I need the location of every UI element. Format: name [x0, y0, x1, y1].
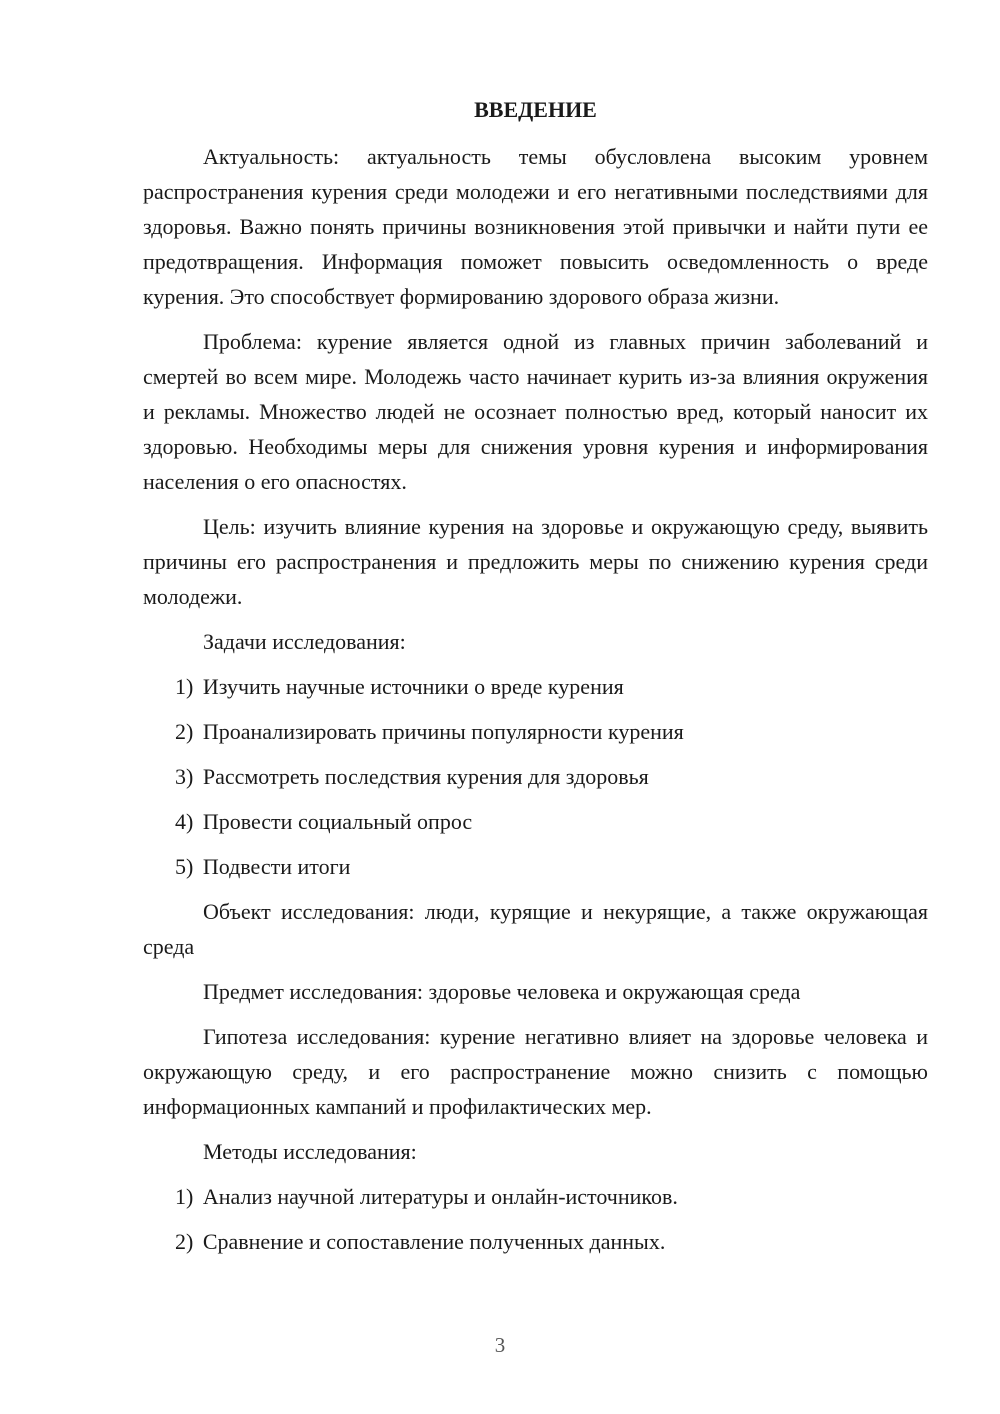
- task-number: 5): [175, 854, 194, 879]
- task-text: Изучить научные источники о вреде курения: [202, 674, 624, 699]
- method-number: 2): [175, 1229, 194, 1254]
- task-number: 2): [175, 719, 194, 744]
- task-text: Проанализировать причины популярности курения: [202, 719, 684, 744]
- task-number: 3): [175, 764, 194, 789]
- methods-heading: Методы исследования:: [203, 1139, 417, 1164]
- goal-paragraph: Цель: изучить влияние курения на здоровье и окружающую среду, выявить причины его распространения и предложить меры по снижению курения среди молодежи.: [143, 514, 928, 609]
- problem-paragraph: Проблема: курение является одной из главных причин заболеваний и смертей во всем мире. Молодежь часто начинает курить из-за влияния окружения и рекламы. Множество людей не осознает полностью вред, который наносит их здоровью. Необходимы меры для снижения уровня курения и информирования населения о его опасностях.: [143, 329, 928, 494]
- task-text: Рассмотреть последствия курения для здоровья: [202, 764, 649, 789]
- method-text: Сравнение и сопоставление полученных данных.: [202, 1229, 666, 1254]
- task-item-3: [143, 759, 928, 794]
- relevance-paragraph: Актуальность: актуальность темы обусловлена высоким уровнем распространения курения среди молодежи и его негативными последствиями для здоровья. Важно понять причины возникновения этой привычки и найти пути ее предотвращения. Информация поможет повысить осведомленность о вреде курения. Это способствует формированию здорового образа жизни.: [143, 144, 928, 309]
- task-text: Провести социальный опрос: [202, 809, 473, 834]
- object-paragraph: Объект исследования: люди, курящие и некурящие, а также окружающая среда: [143, 899, 928, 959]
- task-number: 1): [175, 674, 194, 699]
- method-text: Анализ научной литературы и онлайн-источников.: [202, 1184, 678, 1209]
- tasks-heading: Задачи исследования:: [203, 629, 406, 654]
- task-number: 4): [175, 809, 194, 834]
- task-item-5: [143, 849, 928, 884]
- task-text: Подвести итоги: [202, 854, 351, 879]
- method-number: 1): [175, 1184, 194, 1209]
- task-item-4: [143, 804, 928, 839]
- subject-paragraph: Предмет исследования: здоровье человека и окружающая среда: [203, 979, 801, 1004]
- method-item-1: [143, 1179, 928, 1214]
- hypothesis-paragraph: Гипотеза исследования: курение негативно влияет на здоровье человека и окружающую среду, и его распространение можно снизить с помощью информационных кампаний и профилактических мер.: [143, 1024, 928, 1119]
- task-item-1: [143, 669, 928, 704]
- method-item-2: [143, 1224, 928, 1259]
- task-item-2: [143, 714, 928, 749]
- section-title: ВВЕДЕНИЕ: [474, 97, 597, 122]
- page-number: 3: [494, 1333, 506, 1357]
- document-page: [143, 95, 928, 1269]
